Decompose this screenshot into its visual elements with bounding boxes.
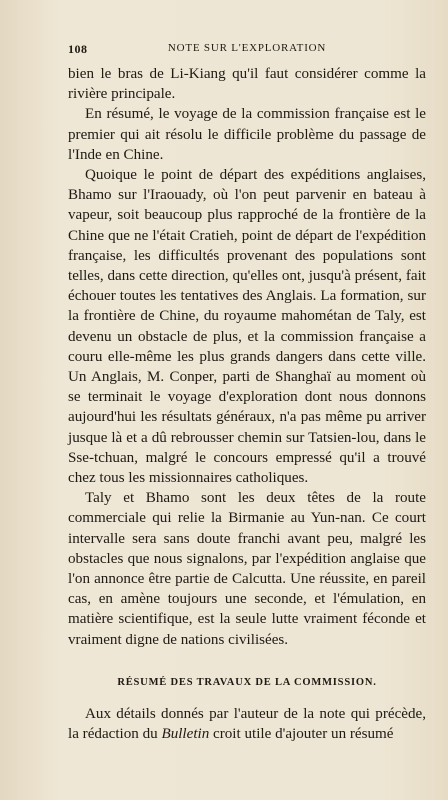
paragraph-closing: Aux détails donnés par l'auteur de la note qui précède, la rédaction du Bulletin croit utile d'ajouter un résumé	[68, 705, 426, 743]
paragraph-taly-bhamo: Taly et Bhamo sont les deux têtes de la route commerciale qui relie la Birmanie au Yun-nan. Ce court intervalle sera sans doute franchi avant peu, malgré les obstacles que nous signalons, par l'expédition anglaise que l'on annonce être partie de Calcutta. Une réussite, en pareil cas, en amène toujours une seconde, et l'émulation, en matière scientifique, est la seule lutte vraiment féconde et vraiment digne de nations civilisées.	[68, 490, 426, 648]
closing-text	[68, 704, 426, 744]
paragraph-expeditions: Quoique le point de départ des expéditions anglaises, Bhamo sur l'Iraouady, où l'on peut parvenir en bateau à vapeur, soit beaucoup plus rapproché de la frontière de la Chine que ne l'était Cratieh, point de départ de l'expédition française, les difficultés provenant des populations sont telles, dans cette direction, qu'elles ont, jusqu'à présent, fait échouer toutes les tentatives des Anglais. La formation, sur la frontière de Chine, du royaume mahométan de Taly, est devenu un obstacle de plus, et la commission française a couru elle-même les plus grands dangers dans cette ville. Un Anglais, M. Conper, parti de Shanghaï au moment où se terminait le voyage d'exploration dont nous donnons aujourd'hui les résultats généraux, n'a pas même pu arriver jusque là et a dû rebrousser chemin sur Tatsien-lou, dans le Sse-tchuan, malgré le concours empressé qu'il a trouvé chez tous les missionnaires catholiques.	[68, 167, 426, 487]
paragraph-summary: En résumé, le voyage de la commission française est le premier qui ait résolu le difficile problème du passage de l'Inde en Chine.	[68, 106, 426, 163]
page-number: 108	[68, 42, 88, 56]
running-title: NOTE SUR L'EXPLORATION	[167, 42, 327, 54]
section-heading: RÉSUMÉ DES TRAVAUX DE LA COMMISSION.	[117, 676, 377, 688]
italic-journal-title: Bulletin	[161, 726, 210, 743]
body-text	[68, 64, 426, 650]
running-header	[68, 42, 426, 64]
paragraph-continuation: bien le bras de Li-Kiang qu'il faut considérer comme la rivière principale.	[68, 66, 426, 103]
